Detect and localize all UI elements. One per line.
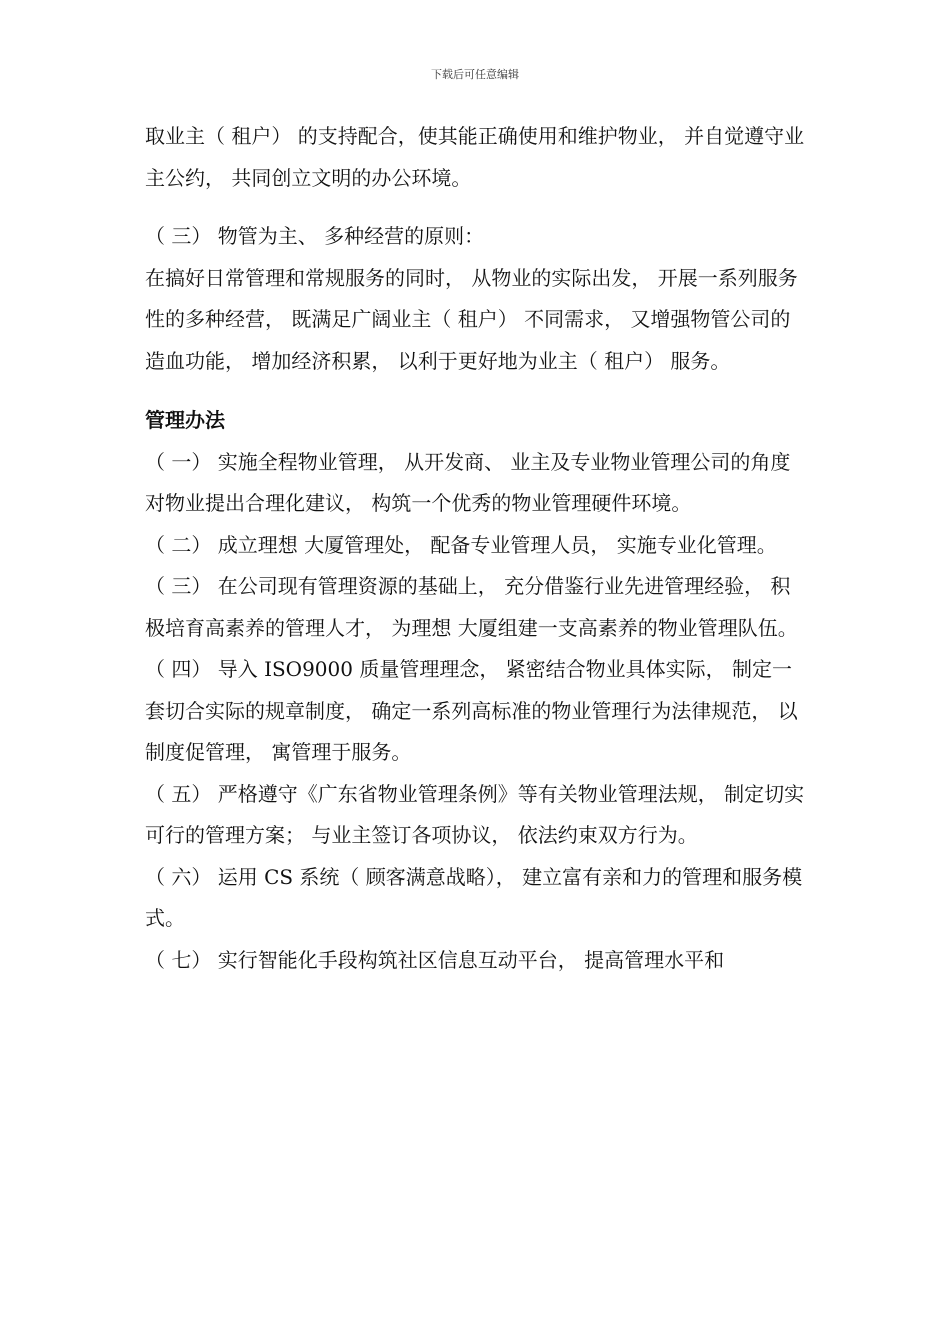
principle-3-text: 在搞好日常管理和常规服务的同时， 从物业的实际出发， 开展一系列服务性的多种经营， 既满足广阔业主（ 租户） 不同需求， 又增强物管公司的造血功能， 增加经济积累， 以利于更好地为业主（ 租户） 服务。 [145,265,798,373]
page-header-note: 下载后可任意编辑 [431,68,519,81]
method-item-2: （ 二） 成立理想 大厦管理处， 配备专业管理人员， 实施专业化管理。 [145,532,777,557]
method-item-5: （ 五） 严格遵守《广东省物业管理条例》等有关物业管理法规， 制定切实可行的管理方案； 与业主签订各项协议， 依法约束双方行为。 [145,781,805,847]
document-body [145,116,810,981]
section-heading: 管理办法 [145,408,225,432]
method-item-7: （ 七） 实行智能化手段构筑社区信息互动平台， 提高管理水平和 [145,947,725,972]
method-item-3: （ 三） 在公司现有管理资源的基础上， 充分借鉴行业先进管理经验， 积极培育高素养的管理人才， 为理想 大厦组建一支高素养的物业管理队伍。 [145,574,798,640]
principle-3-title: （ 三） 物管为主、 多种经营的原则： [145,224,485,248]
method-item-6: （ 六） 运用 CS 系统（ 顾客满意战略）， 建立富有亲和力的管理和服务模式。 [145,864,803,930]
method-item-4: （ 四） 导入 ISO9000 质量管理理念， 紧密结合物业具体实际， 制定一套切合实际的规章制度， 确定一系列高标准的物业管理行为法律规范， 以制度促管理， 寓管理于服务。 [145,657,798,764]
method-item-1: （ 一） 实施全程物业管理， 从开发商、 业主及专业物业管理公司的角度对物业提出合理化建议， 构筑一个优秀的物业管理硬件环境。 [145,449,791,515]
continuation-paragraph: 取业主（ 租户） 的支持配合，使其能正确使用和维护物业， 并自觉遵守业主公约， 共同创立文明的办公环境。 [145,124,805,190]
